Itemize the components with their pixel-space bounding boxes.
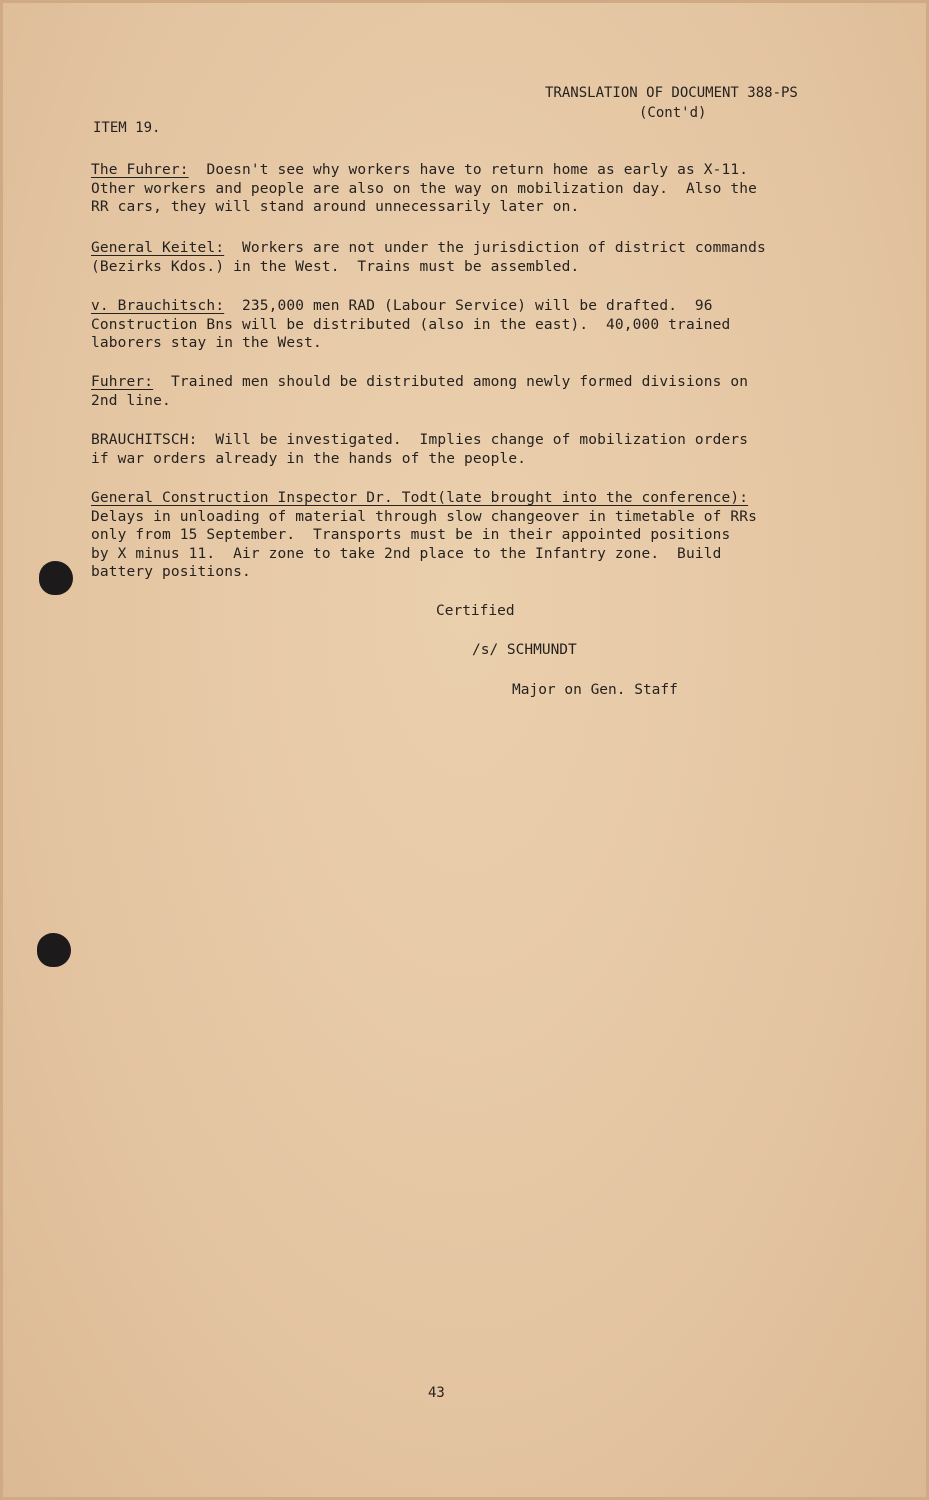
paragraph-line: only from 15 September. Transports must be in their appointed positions	[91, 527, 731, 543]
paragraph-line: by X minus 11. Air zone to take 2nd place to the Infantry zone. Build	[91, 545, 722, 562]
paragraph-line: Construction Bns will be distributed (also in the east). 40,000 trained	[91, 316, 731, 333]
speaker-label: BRAUCHITSCH:	[91, 432, 198, 448]
punch-hole	[39, 561, 73, 595]
paragraph-line: Trained men should be distributed among newly formed divisions on	[170, 374, 749, 390]
paragraph-line: (Bezirks Kdos.) in the West. Trains must be assembled.	[91, 258, 580, 275]
punch-hole	[37, 933, 71, 967]
item-number: ITEM 19.	[93, 120, 161, 136]
paragraph-brauchitsch-2	[91, 431, 831, 468]
speaker-label: General Keitel:	[91, 240, 225, 256]
paragraph-line: Doesn't see why workers have to return home as early as X-11.	[206, 162, 749, 178]
paragraph-brauchitsch-1	[91, 297, 831, 353]
document-subtitle: (Cont'd)	[639, 105, 707, 121]
paragraph-line: 2nd line.	[91, 392, 171, 409]
paragraph-line: Delays in unloading of material through slow changeover in timetable of RRs	[91, 508, 757, 525]
paragraph-line: Other workers and people are also on the way on mobilization day. Also the	[91, 180, 757, 197]
document-header	[545, 83, 798, 123]
paragraph-keitel	[91, 239, 831, 276]
speaker-label: Fuhrer:	[91, 374, 154, 390]
paragraph-line: laborers stay in the West.	[91, 335, 322, 351]
speaker-label: v. Brauchitsch:	[91, 298, 225, 314]
speaker-label: General Construction Inspector Dr. Todt(late brought into the conference):	[91, 490, 749, 506]
paragraph-fuhrer-2	[91, 373, 831, 410]
document-title: TRANSLATION OF DOCUMENT 388-PS	[545, 85, 798, 101]
paragraph-line: 235,000 men RAD (Labour Service) will be drafted. 96	[241, 298, 713, 314]
paragraph-line: RR cars, they will stand around unnecessarily later on.	[91, 199, 580, 215]
signature: /s/ SCHMUNDT	[472, 642, 577, 658]
paragraph-todt	[91, 489, 831, 582]
paragraph-line: Workers are not under the jurisdiction of district commands	[241, 240, 766, 256]
signer-rank: Major on Gen. Staff	[512, 682, 678, 698]
paragraph-line: if war orders already in the hands of the people.	[91, 450, 527, 467]
paragraph-fuhrer-1	[91, 161, 831, 217]
speaker-label: The Fuhrer:	[91, 162, 189, 178]
paragraph-line: battery positions.	[91, 564, 251, 580]
certified-label: Certified	[436, 603, 515, 619]
paragraph-line: Will be investigated. Implies change of mobilization orders	[215, 432, 749, 448]
page-number: 43	[428, 1385, 445, 1401]
